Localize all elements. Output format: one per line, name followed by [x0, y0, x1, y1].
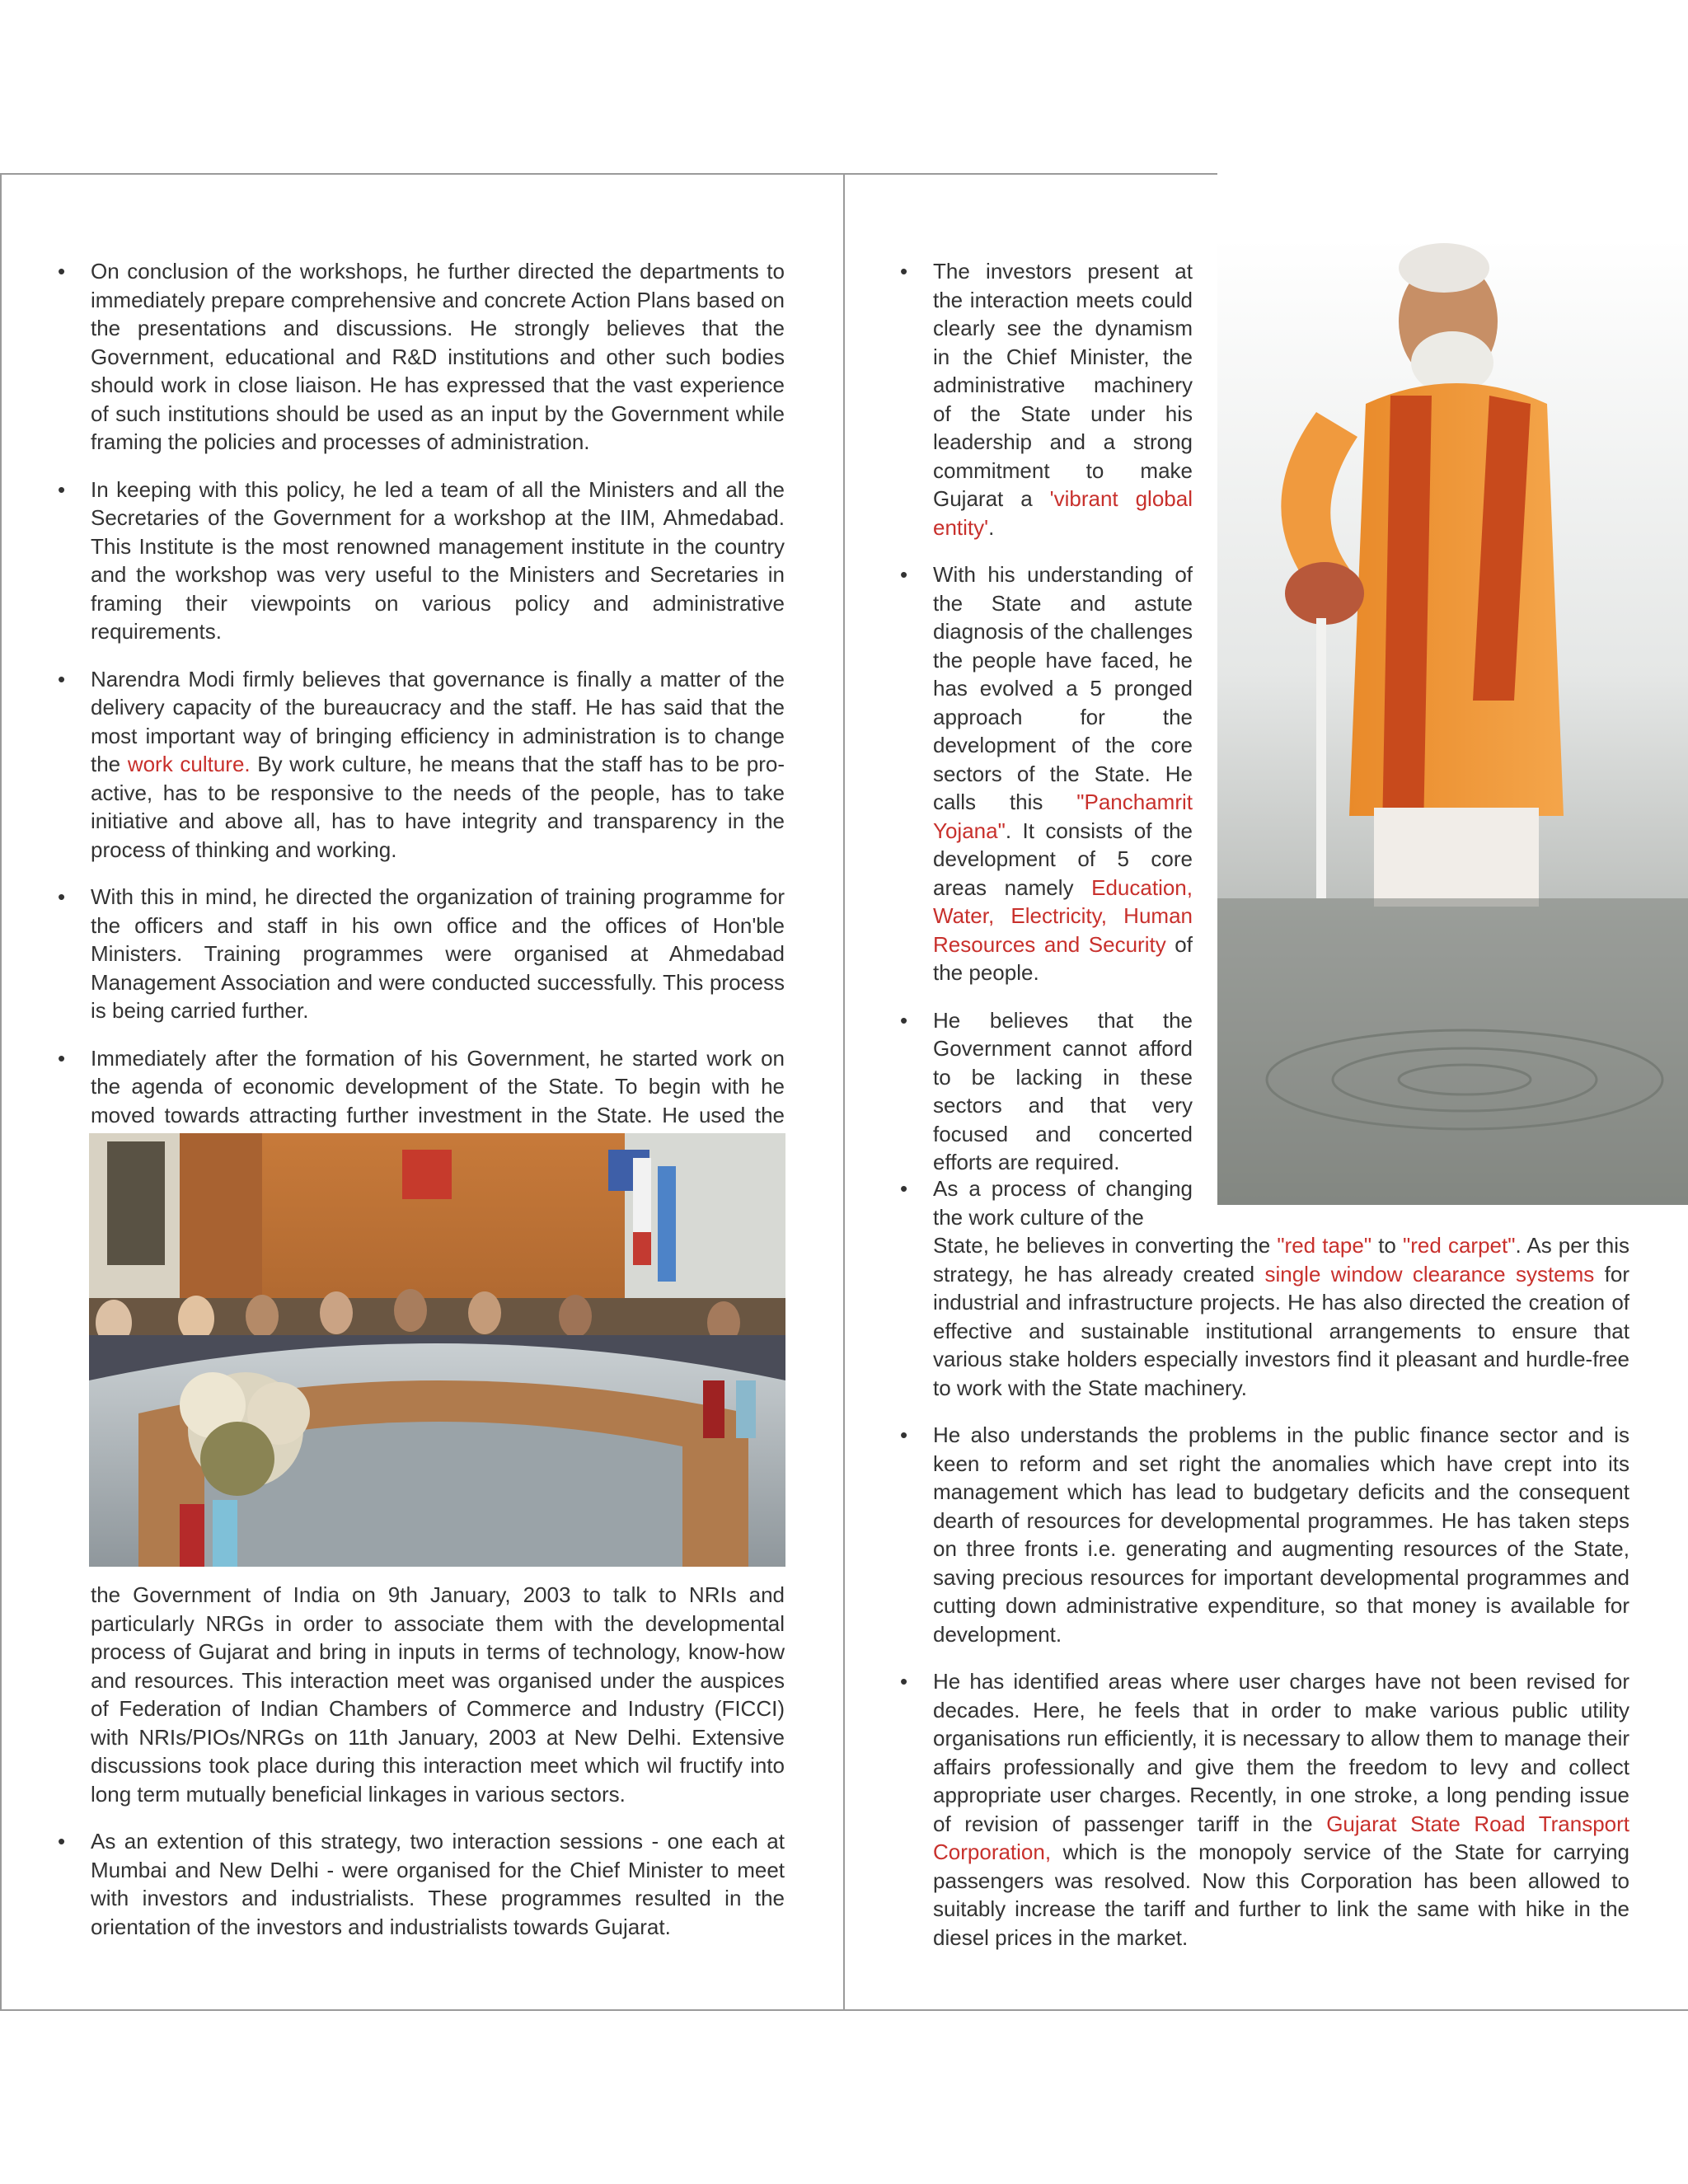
left-bullet-6: • As an extention of this strategy, two interaction sessions - one each at Mumbai and New Delhi - were organised for the Chief Minister to meet with investors and industrialists. These programmes resulted in the orientation of the investors and industrialists towards Gujarat. [58, 1827, 785, 1941]
wrap-bullet-narrow-line: • As a process of changing the work culture of the [933, 1176, 1193, 1230]
right-bullet-6: • He has identified areas where user charges have not been revised for decades. Here, he feels that in order to make various public utility organisations run efficiently, it is necessary to allow them to manage their affairs professionally and give them the freedom to levy and collect appropriate user charges. Recently, in one stroke, a long pending issue of revision of passenger tariff in the Gujarat State Road Transport Corporation, which is the monopoly service of the State for carrying passengers was resolved. Now this Corporation has been allowed to suitably increase the tariff and further to link the same with hike in the diesel prices in the market. [900, 1667, 1629, 1952]
highlight-work-culture: work culture. [127, 752, 251, 776]
left-bullet-4: • With this in mind, he directed the organization of training programme for the officers and staff in his own office and the offices of Hon'ble Ministers. Training programmes were organised at Ahmedabad Management Association and were conducted successfully. This process is being carried further. [58, 883, 785, 1025]
column-divider [843, 173, 845, 2011]
portrait-photo [1217, 239, 1688, 1205]
top-rule [0, 173, 1217, 175]
highlight-core-areas: Education, Water, Electricity, Human Resources and Security [933, 874, 1193, 957]
left-bullet-5: • Immediately after the formation of his Government, he started work on the agenda of economic development of the State. To begin with he moved towards attracting further investment in the State. He used the [58, 1044, 785, 1158]
meeting-photo [89, 1133, 785, 1567]
highlight-red-carpet: "red carpet" [1403, 1233, 1516, 1258]
right-bullet-2: • With his understanding of the State and astute diagnosis of the challenges the people have faced, he has evolved a 5 pronged approach for the development of the core sectors of the State. He calls this "Panchamrit Yojana". It consists of the development of 5 core areas namely Education, Water, Electricity, Human Resources and Security of the people. [900, 560, 1193, 987]
left-bullet-2: • In keeping with this policy, he led a team of all the Ministers and all the Secretaries of the Government for a workshop at the IIM, Ahmedabad. This Institute is the most renowned management institute in the country and the workshop was very useful to the Ministers and Secretaries in framing their viewpoints on various policy and administrative requirements. [58, 476, 785, 646]
right-bullet-1: • The investors present at the interaction meets could clearly see the dynamism in the Chief Minister, the administrative machinery of the State under his leadership and a strong commitment to make Gujarat a 'vibrant global entity'. [900, 257, 1193, 541]
right-bullet-4: • As a process of changing the work culture of the State, he believes in converting the "red tape" to "red carpet". As per this strategy, he has already created single window clearance systems for industrial and infrastructure projects. He has also directed the creation of effective and sustainable institutional arrangements to ensure that various stake holders especially investors find it pleasant and hurdle-free to work with the State machinery. [900, 1174, 1629, 1402]
highlight-red-tape: "red tape" [1277, 1233, 1372, 1258]
left-bullet-3: • Narendra Modi firmly believes that governance is finally a matter of the delivery capacity of the bureaucracy and the staff. He has said that the most important way of bringing efficiency in administration is to change the work culture. By work culture, he means that the staff has to be pro-active, has to be responsive to the needs of the people, has to take initiative and above all, has to have integrity and transparency in the process of thinking and working. [58, 665, 785, 865]
highlight-vibrant-global-entity: 'vibrant global entity' [933, 486, 1193, 540]
right-column-narrow [900, 257, 1193, 1196]
right-bullet-5: • He also understands the problems in the public finance sector and is keen to reform and set right the anomalies which have crept into its management which has lead to budgetary deficits and the consequent dearth of resources for developmental programmes. He has taken steps on three fronts i.e. generating and augmenting resources of the State, saving precious resources for important developmental programmes and cutting down administrative expenditure, so that money is available for development. [900, 1421, 1629, 1648]
right-bullet-3: • He believes that the Government cannot afford to be lacking in these sectors and that very focused and concerted efforts are required. [900, 1006, 1193, 1177]
continuation-paragraph: the Government of India on 9th January, 2003 to talk to NRIs and particularly NRGs in order to associate them with the developmental process of Gujarat and bring in inputs in terms of technology, know-how and resources. This interaction meet was organised under the auspices of Federation of Indian Chambers of Commerce and Industry (FICCI) with NRIs/PIOs/NRGs on 11th January, 2003 at New Delhi. Extensive discussions took place during this interaction meet which wil fructify into long term mutually beneficial linkages in various sectors. [91, 1582, 785, 1807]
right-column-wrap [900, 1174, 1629, 1971]
highlight-single-window: single window clearance systems [1264, 1261, 1595, 1286]
left-border [0, 173, 2, 2011]
highlight-panchamrit-yojana: "Panchamrit Yojana" [933, 790, 1193, 843]
highlight-gsrtc: Gujarat State Road Transport Corporation, [933, 1811, 1629, 1864]
left-column [58, 257, 785, 1177]
left-bullet-1: • On conclusion of the workshops, he further directed the departments to immediately prepare comprehensive and concrete Action Plans based on the presentations and discussions. He strongly believes that the Government, educational and R&D institutions and other such bodies should work in close liaison. He has expressed that the vast experience of such institutions should be used as an input by the Government while framing the policies and processes of administration. [58, 257, 785, 457]
portrait-photo-illustration [1217, 239, 1688, 1205]
left-column-continued [58, 1581, 785, 1960]
meeting-photo-illustration [89, 1133, 785, 1567]
